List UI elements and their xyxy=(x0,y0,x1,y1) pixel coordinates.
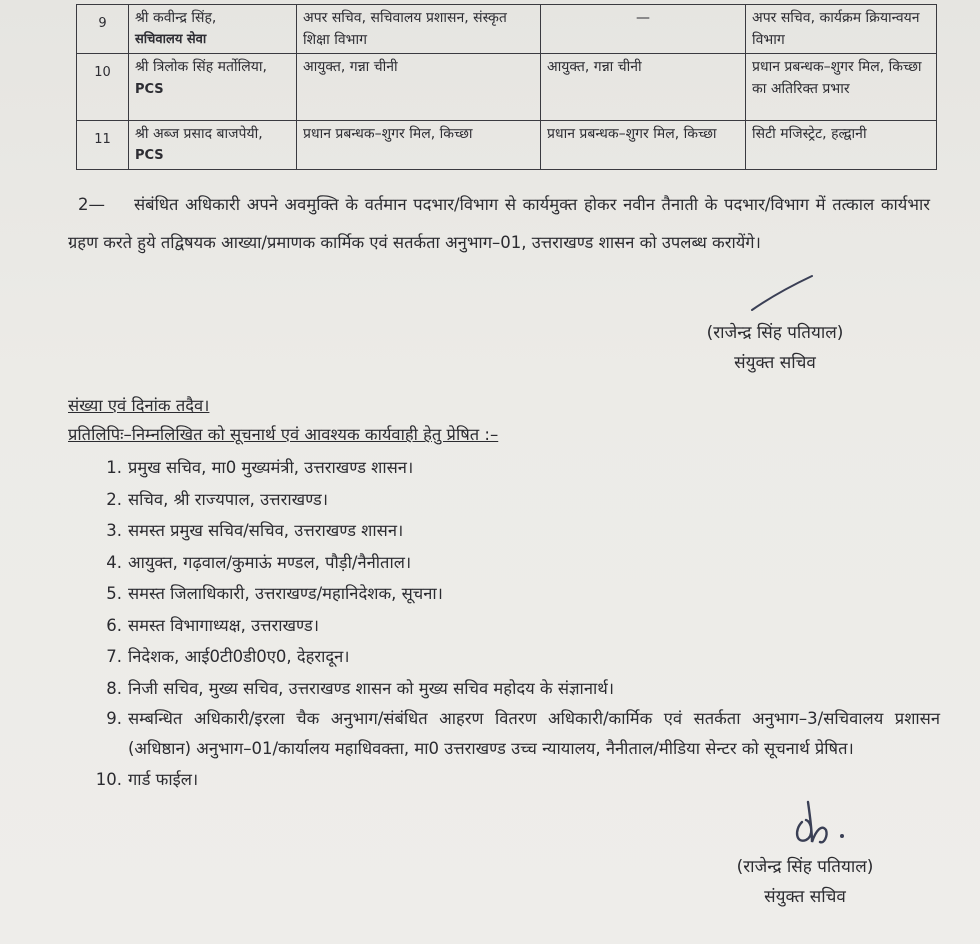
list-item xyxy=(68,704,948,764)
list-item xyxy=(68,641,948,673)
item-text: सम्बन्धित अधिकारी/इरला चैक अनुभाग/संबंधित आहरण वितरण अधिकारी/कार्मिक एवं सतर्कता अनुभाग–3/सचिवालय प्रशासन (अधिष्ठान) अनुभाग–01/कार्यालय महाधिवक्ता, मा0 उत्तराखण्ड उच्च न्यायालय, नैनीताल/मीडिया सेन्टर को सूचनार्थ प्रेषित। xyxy=(128,709,940,758)
serial-number: 11 xyxy=(77,121,129,170)
signature-scribble-icon xyxy=(788,792,858,848)
officer-service: PCS xyxy=(135,148,164,163)
item-number: 2. xyxy=(106,489,122,509)
item-text: गार्ड फाईल। xyxy=(128,770,199,789)
number-date-line xyxy=(68,393,209,416)
new-post: प्रधान प्रबन्धक–शुगर मिल, किच्छा का अतिरिक्त प्रभार xyxy=(746,54,937,121)
paragraph-number: 2— xyxy=(78,195,105,214)
item-number: 4. xyxy=(106,552,122,572)
serial-number: 10 xyxy=(77,54,129,121)
item-text: समस्त प्रमुख सचिव/सचिव, उत्तराखण्ड शासन। xyxy=(128,521,404,540)
table-row xyxy=(77,121,937,170)
current-post: अपर सचिव, सचिवालय प्रशासन, संस्कृत शिक्षा विभाग xyxy=(297,5,541,54)
current-post: प्रधान प्रबन्धक–शुगर मिल, किच्छा xyxy=(297,121,541,170)
list-item xyxy=(68,610,948,642)
list-item xyxy=(68,547,948,579)
number-date-text: संख्या एवं दिनांक तदैव। xyxy=(68,396,210,415)
item-text: प्रमुख सचिव, मा0 मुख्यमंत्री, उत्तराखण्ड शासन। xyxy=(128,458,414,477)
signatory-designation: संयुक्त सचिव xyxy=(764,887,846,907)
list-item xyxy=(68,764,948,796)
transfer-table xyxy=(76,4,937,170)
signature-block-1 xyxy=(660,318,890,378)
serial-number: 9 xyxy=(77,5,129,54)
item-number: 3. xyxy=(106,521,122,540)
paragraph-text: संबंधित अधिकारी अपने अवमुक्ति के वर्तमान पदभार/विभाग से कार्यमुक्त होकर नवीन तैनाती के पदभार/विभाग में तत्काल कार्यभार ग्रहण करते हुये तद्विषयक आख्या/प्रमाणक कार्मिक एवं सतर्कता अनुभाग–01, उत्तराखण्ड शासन को उपलब्ध करायेंगे। xyxy=(68,195,930,252)
new-post: सिटी मजिस्ट्रेट, हल्द्वानी xyxy=(746,121,937,170)
item-number: 10. xyxy=(95,770,122,789)
paragraph-2 xyxy=(68,186,930,262)
item-number: 5. xyxy=(106,584,122,603)
officer-cell xyxy=(129,54,297,121)
signatory-designation: संयुक्त सचिव xyxy=(734,353,816,373)
list-item xyxy=(68,515,948,547)
item-number: 8. xyxy=(106,678,122,698)
current-post: आयुक्त, गन्ना चीनी xyxy=(297,54,541,121)
item-number: 7. xyxy=(106,647,122,666)
signatory-name: (राजेन्द्र सिंह पतियाल) xyxy=(706,323,844,343)
table-row xyxy=(77,54,937,121)
officer-name: श्री कवीन्द्र सिंह, xyxy=(135,10,217,26)
signature-stroke-icon xyxy=(748,270,818,320)
officer-name: श्री अब्ज प्रसाद बाजपेयी, xyxy=(135,126,263,142)
officer-cell xyxy=(129,121,297,170)
signature-block-2 xyxy=(680,852,930,912)
officer-service: सचिवालय सेवा xyxy=(135,32,207,47)
item-text: निजी सचिव, मुख्य सचिव, उत्तराखण्ड शासन को मुख्य सचिव महोदय के संज्ञानार्थ। xyxy=(128,678,615,698)
item-text: निदेशक, आई0टी0डी0ए0, देहरादून। xyxy=(128,647,350,666)
item-text: आयुक्त, गढ़वाल/कुमाऊं मण्डल, पौड़ी/नैनीताल। xyxy=(128,552,412,572)
item-text: सचिव, श्री राज्यपाल, उत्तराखण्ड। xyxy=(128,489,329,509)
list-item xyxy=(68,484,948,516)
item-number: 9. xyxy=(106,709,122,728)
copy-to-line xyxy=(68,422,498,445)
list-item xyxy=(68,452,948,484)
officer-name: श्री त्रिलोक सिंह मर्तोलिया, xyxy=(135,59,267,75)
distribution-list xyxy=(68,452,948,796)
relieved-post: आयुक्त, गन्ना चीनी xyxy=(541,54,746,121)
officer-service: PCS xyxy=(135,82,164,97)
relieved-post: प्रधान प्रबन्धक–शुगर मिल, किच्छा xyxy=(541,121,746,170)
item-number: 6. xyxy=(106,615,122,635)
item-text: समस्त विभागाध्यक्ष, उत्तराखण्ड। xyxy=(128,615,319,635)
copy-to-text: प्रतिलिपिः–निम्नलिखित को सूचनार्थ एवं आवश्यक कार्यवाही हेतु प्रेषित :– xyxy=(68,425,499,444)
item-number: 1. xyxy=(106,458,122,477)
signatory-name: (राजेन्द्र सिंह पतियाल) xyxy=(736,857,874,877)
officer-cell xyxy=(129,5,297,54)
relieved-post: — xyxy=(541,5,746,54)
new-post: अपर सचिव, कार्यक्रम क्रियान्वयन विभाग xyxy=(746,5,937,54)
item-text: समस्त जिलाधिकारी, उत्तराखण्ड/महानिदेशक, सूचना। xyxy=(128,584,443,603)
list-item xyxy=(68,673,948,705)
list-item xyxy=(68,578,948,610)
table-row xyxy=(77,5,937,54)
